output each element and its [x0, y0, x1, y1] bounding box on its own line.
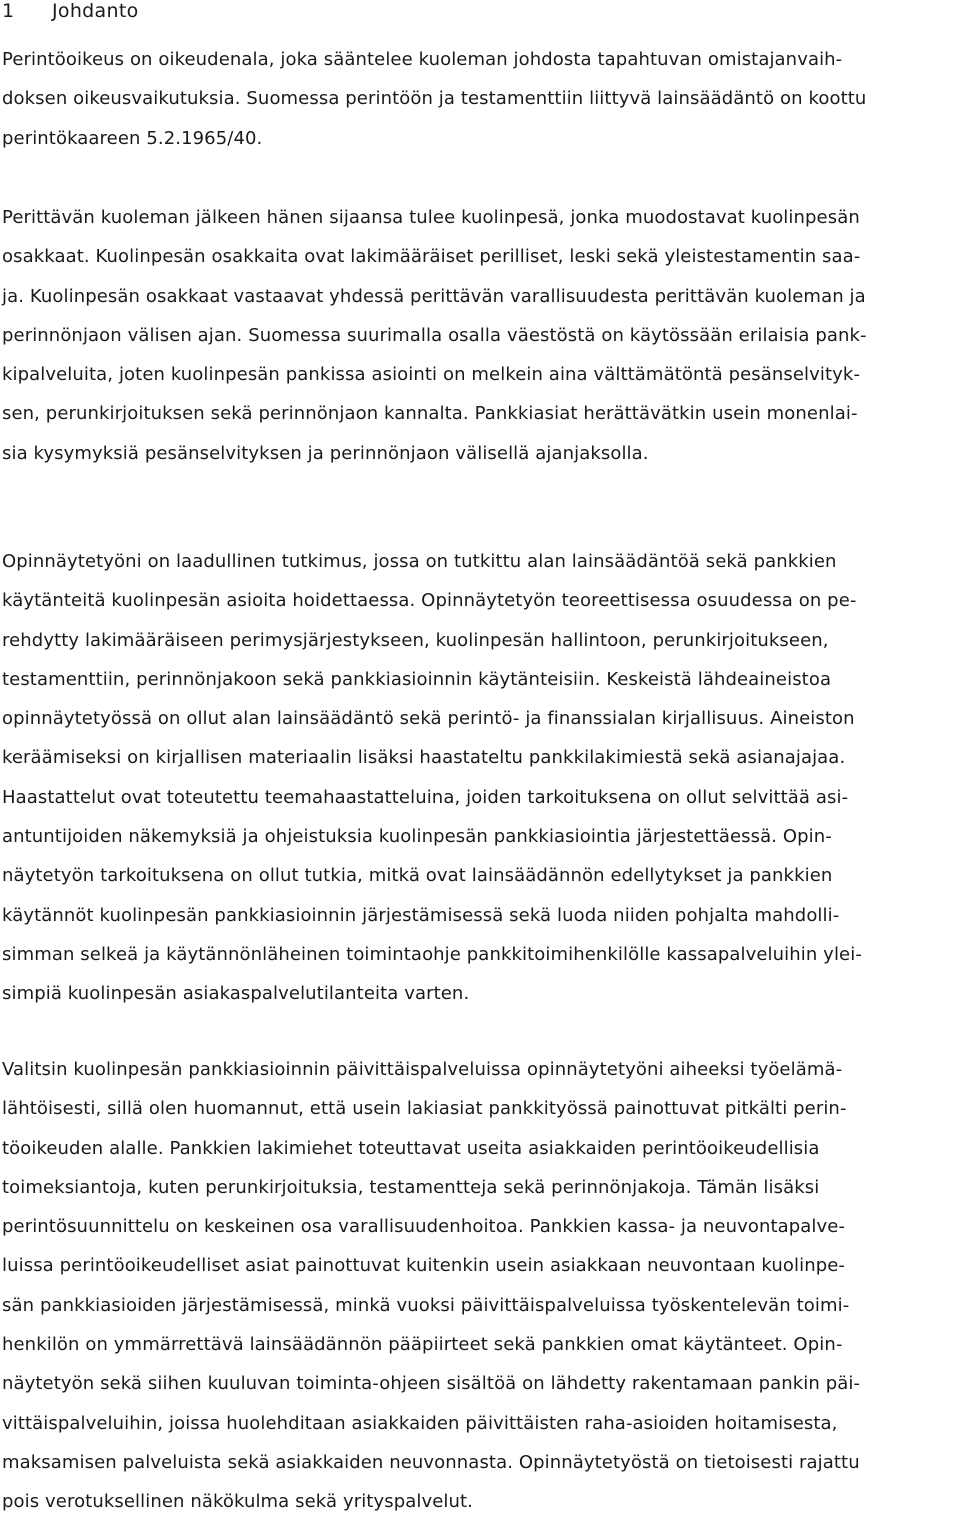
text-line: luissa perintöoikeudelliset asiat painottuvat kuitenkin usein asiakkaan neuvontaan kuolinpe- — [2, 1255, 846, 1277]
text-line: ja. Kuolinpesän osakkaat vastaavat yhdessä perittävän varallisuudesta perittävän kuoleman ja — [2, 285, 866, 307]
text-line: Opinnäytetyöni on laadullinen tutkimus, jossa on tutkittu alan lainsäädäntöä sekä pankkien — [2, 551, 837, 572]
paragraph-text — [2, 542, 956, 1014]
text-line: sia kysymyksiä pesänselvityksen ja perinnönjaon välisellä ajanjaksolla. — [2, 442, 649, 464]
paragraph-text — [2, 1050, 956, 1522]
text-line: käytänteitä kuolinpesän asioita hoidettaessa. Opinnäytetyön teoreettisessa osuudessa on pe- — [2, 590, 857, 612]
text-line: henkilön on ymmärrettävä lainsäädännön pääpiirteet sekä pankkien omat käytänteet. Opin- — [2, 1334, 843, 1356]
chapter-title: Johdanto — [52, 0, 139, 22]
paragraph-3 — [2, 542, 956, 1014]
paragraph-2 — [2, 198, 956, 473]
text-line: käytännöt kuolinpesän pankkiasioinnin järjestämisessä sekä luoda niiden pohjalta mahdolli- — [2, 904, 840, 926]
text-line: näytetyön sekä siihen kuuluvan toiminta-ohjeen sisältöä on lähdetty rakentamaan pankin päi- — [2, 1373, 861, 1395]
text-line: perinnönjaon välisen ajan. Suomessa suurimalla osalla väestöstä on käytössään erilaisia pank- — [2, 324, 867, 346]
chapter-number: 1 — [2, 0, 15, 22]
text-line: perintösuunnittelu on keskeinen osa varallisuudenhoitoa. Pankkien kassa- ja neuvontapalve- — [2, 1216, 846, 1238]
text-line: Perintöoikeus on oikeudenala, joka sääntelee kuoleman johdosta tapahtuvan omistajanvaih- — [2, 49, 843, 70]
text-line: vittäispalveluihin, joissa huolehditaan asiakkaiden päivittäisten raha-asioiden hoitamisesta, — [2, 1412, 838, 1434]
text-line: simman selkeä ja käytännönläheinen toimintaohje pankkitoimihenkilölle kassapalveluihin ylei- — [2, 943, 862, 965]
text-line: doksen oikeusvaikutuksia. Suomessa perintöön ja testamenttiin liittyvä lainsäädäntö on koottu — [2, 88, 867, 110]
text-line: kipalveluita, joten kuolinpesän pankissa asiointi on melkein aina välttämätöntä pesänselvityk- — [2, 364, 861, 386]
text-line: pois verotuksellinen näkökulma sekä yrityspalvelut. — [2, 1491, 473, 1513]
text-line: sen, perunkirjoituksen sekä perinnönjaon kannalta. Pankkiasiat herättävätkin usein monenlai- — [2, 403, 858, 425]
text-line: Perittävän kuoleman jälkeen hänen sijaansa tulee kuolinpesä, jonka muodostavat kuolinpesän — [2, 207, 860, 228]
text-line: keräämiseksi on kirjallisen materiaalin lisäksi haastateltu pankkilakimiestä sekä asianajajaa. — [2, 747, 846, 769]
text-line: simpiä kuolinpesän asiakaspalvelutilanteita varten. — [2, 983, 470, 1005]
text-line: testamenttiin, perinnönjakoon sekä pankkiasioinnin käytänteisiin. Keskeistä lähdeaineistoa — [2, 668, 832, 690]
paragraph-1 — [2, 40, 956, 158]
text-line: näytetyön tarkoituksena on ollut tutkia, mitkä ovat lainsäädännön edellytykset ja pankkien — [2, 865, 833, 887]
paragraph-4 — [2, 1050, 956, 1522]
text-line: toimeksiantoja, kuten perunkirjoituksia, testamentteja sekä perinnönjakoja. Tämän lisäksi — [2, 1176, 820, 1198]
text-line: opinnäytetyössä on ollut alan lainsäädäntö sekä perintö- ja finanssialan kirjallisuus. Aineiston — [2, 708, 855, 730]
paragraph-text — [2, 198, 956, 473]
text-line: Valitsin kuolinpesän pankkiasioinnin päivittäispalveluissa opinnäytetyöni aiheeksi työelämä- — [2, 1059, 843, 1080]
text-line: Haastattelut ovat toteutettu teemahaastatteluina, joiden tarkoituksena on ollut selvittää asi- — [2, 786, 849, 808]
text-line: lähtöisesti, sillä olen huomannut, että usein lakiasiat pankkityössä painottuvat pitkälti perin- — [2, 1098, 847, 1120]
paragraph-text — [2, 40, 956, 158]
text-line: töoikeuden alalle. Pankkien lakimiehet toteuttavat useita asiakkaiden perintöoikeudellisia — [2, 1137, 820, 1159]
text-line: perintökaareen 5.2.1965/40. — [2, 127, 263, 149]
text-line: sän pankkiasioiden järjestämisessä, minkä vuoksi päivittäispalveluissa työskentelevän toimi- — [2, 1294, 850, 1316]
text-line: rehdytty lakimääräiseen perimysjärjestykseen, kuolinpesän hallintoon, perunkirjoitukseen, — [2, 629, 829, 651]
chapter-heading — [2, 0, 139, 22]
text-line: osakkaat. Kuolinpesän osakkaita ovat lakimääräiset perilliset, leski sekä yleistestamentin saa- — [2, 246, 861, 268]
text-line: maksamisen palveluista sekä asiakkaiden neuvonnasta. Opinnäytetyöstä on tietoisesti rajattu — [2, 1451, 860, 1473]
text-line: antuntijoiden näkemyksiä ja ohjeistuksia kuolinpesän pankkiasiointia järjestettäessä. Opin- — [2, 826, 832, 848]
